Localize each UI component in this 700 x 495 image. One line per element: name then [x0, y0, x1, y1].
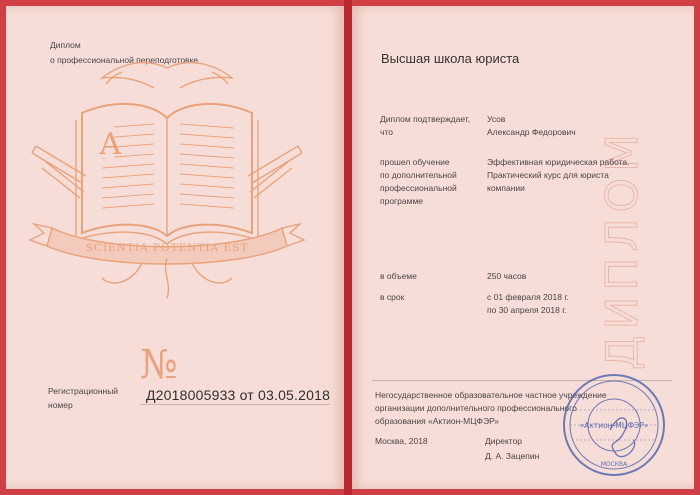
diploma-title: Диплом — [50, 40, 81, 50]
diploma-watermark — [597, 80, 667, 400]
reg-underline — [140, 404, 330, 405]
training-label-4: программе — [380, 196, 424, 206]
emblem-motto: SCIENTIA POTENTIA EST — [85, 242, 249, 254]
training-label-2: по дополнительной — [380, 170, 457, 180]
program-line-1: Эффективная юридическая работа. — [487, 157, 630, 167]
emblem-letter: А — [99, 127, 122, 162]
registration-number: Д2018005933 от 03.05.2018 — [146, 387, 331, 403]
term-label: в срок — [380, 292, 405, 302]
book-emblem — [22, 58, 312, 308]
confirms-label-1: Диплом подтверждает, — [380, 114, 471, 124]
official-stamp — [550, 370, 678, 480]
stamp-bottom-text: МОСКВА — [600, 461, 628, 468]
org-line-1: Негосударственное образовательное частное учреждение — [375, 390, 607, 400]
holder-surname: Усов — [487, 114, 506, 124]
spine — [344, 0, 352, 495]
holder-name: Александр Федорович — [487, 127, 576, 137]
org-line-2: организации дополнительного профессионального — [375, 403, 577, 413]
training-label-1: прошел обучение — [380, 157, 450, 167]
school-name: Высшая школа юриста — [381, 51, 520, 66]
confirms-label-2: что — [380, 127, 393, 137]
reg-label-line2: номер — [48, 400, 73, 410]
city-year: Москва, 2018 — [375, 436, 428, 446]
svg-text:ДИПЛОМ: ДИПЛОМ — [597, 127, 648, 370]
program-line-3: компании — [487, 183, 525, 193]
volume-value: 250 часов — [487, 271, 527, 281]
training-label-3: профессиональной — [380, 183, 457, 193]
reg-label-line1: Регистрационный — [48, 386, 119, 396]
org-line-3: образования «Актион-МЦФЭР» — [375, 416, 500, 426]
term-from: с 01 февраля 2018 г. — [487, 292, 569, 302]
diploma-subtitle: о профессиональной переподготовке — [50, 55, 199, 65]
term-to: по 30 апреля 2018 г. — [487, 305, 567, 315]
stamp-center-text: «Актион-МЦФЭР» — [579, 421, 649, 430]
director-name: Д. А. Зацепин — [485, 451, 540, 461]
director-label: Директор — [485, 436, 523, 446]
volume-label: в объеме — [380, 271, 417, 281]
number-sign: № — [140, 342, 178, 388]
program-line-2: Практический курс для юриста — [487, 170, 609, 180]
